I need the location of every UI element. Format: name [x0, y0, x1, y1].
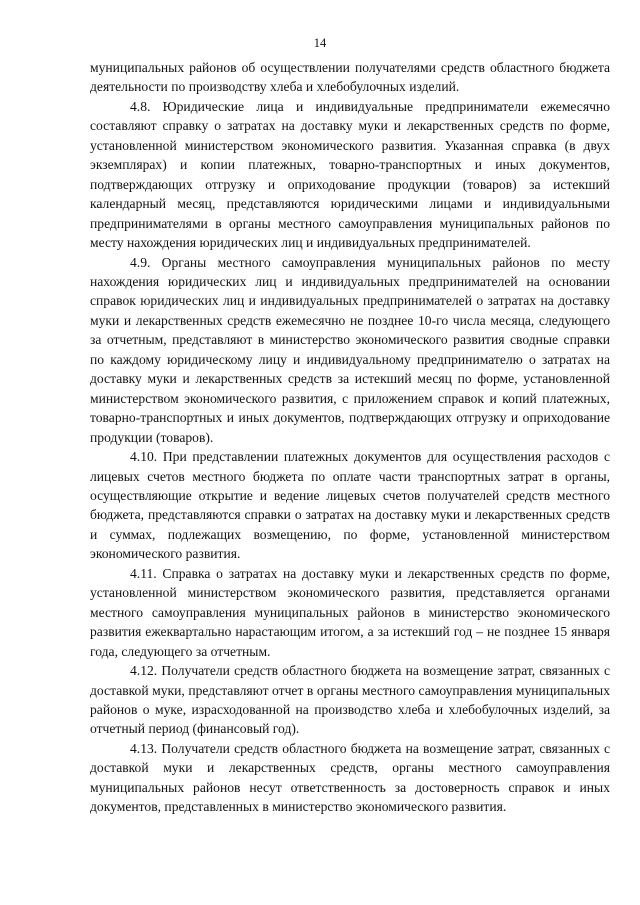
paragraph-4-9: 4.9. Органы местного самоуправления муниципальных районов по месту нахождения юридических лиц и индивидуальных предпринимателей на основании справок юридических лиц и индивидуальных предпринимателей о затратах на доставку муки и лекарственных средств ежемесячно не позднее 10-го числа месяца, следующего за отчетным, представляют в министерство экономического развития сводные справки по каждому юридическому лицу и индивидуальному предпринимателю о затратах на доставку муки и лекарственных средств за истекший месяц по форме, установленной министерством экономического развития, с приложением справок и копий платежных, товарно-транспортных и иных документов, подтверждающих отгрузку и оприходование продукции (товаров). [90, 254, 610, 445]
paragraph-4-10: 4.10. При представлении платежных документов для осуществления расходов с лицевых счетов местного бюджета по оплате части транспортных затрат в органы, осуществляющие открытие и ведение лицевых счетов получателей средств местного бюджета, представляются справки о затратах на доставку муки и лекарственных средств и суммах, подлежащих возмещению, по форме, установленной министерством экономического развития. [90, 449, 610, 562]
paragraph-4-11: 4.11. Справка о затратах на доставку муки и лекарственных средств по форме, установленной министерством экономического развития, представляется органами местного самоуправления муниципальных районов в министерство экономического развития ежеквартально нарастающим итогом, а за истекший год – не позднее 15 января года, следующего за отчетным. [90, 565, 610, 659]
page-number: 14 [313, 36, 327, 50]
paragraph-4-13: 4.13. Получатели средств областного бюджета на возмещение затрат, связанных с доставкой муки и лекарственных средств, органы местного самоуправления муниципальных районов несут ответственность за достоверность справок и иных документов, представленных в министерство экономического развития. [90, 740, 610, 815]
paragraph-continuation: муниципальных районов об осуществлении получателями средств областного бюджета деятельности по производству хлеба и хлебобулочных изделий. [90, 60, 610, 95]
document-body [90, 58, 610, 817]
paragraph-4-8: 4.8. Юридические лица и индивидуальные предприниматели ежемесячно составляют справку о затратах на доставку муки и лекарственных средств по форме, установленной министерством экономического развития. Указанная справка (в двух экземплярах) и копии платежных, товарно-транспортных и иных документов, подтверждающих отгрузку и оприходование продукции (товаров) за истекший календарный месяц, представляются юридическими лицами и индивидуальными предпринимателями в органы местного самоуправления муниципальных районов по месту нахождения юридических лиц и индивидуальных предпринимателей. [90, 98, 610, 251]
paragraph-4-12: 4.12. Получатели средств областного бюджета на возмещение затрат, связанных с доставкой муки, представляют отчет в органы местного самоуправления муниципальных районов о муке, израсходованной на производство хлеба и хлебобулочных изделий, за отчетный период (финансовый год). [90, 663, 610, 737]
